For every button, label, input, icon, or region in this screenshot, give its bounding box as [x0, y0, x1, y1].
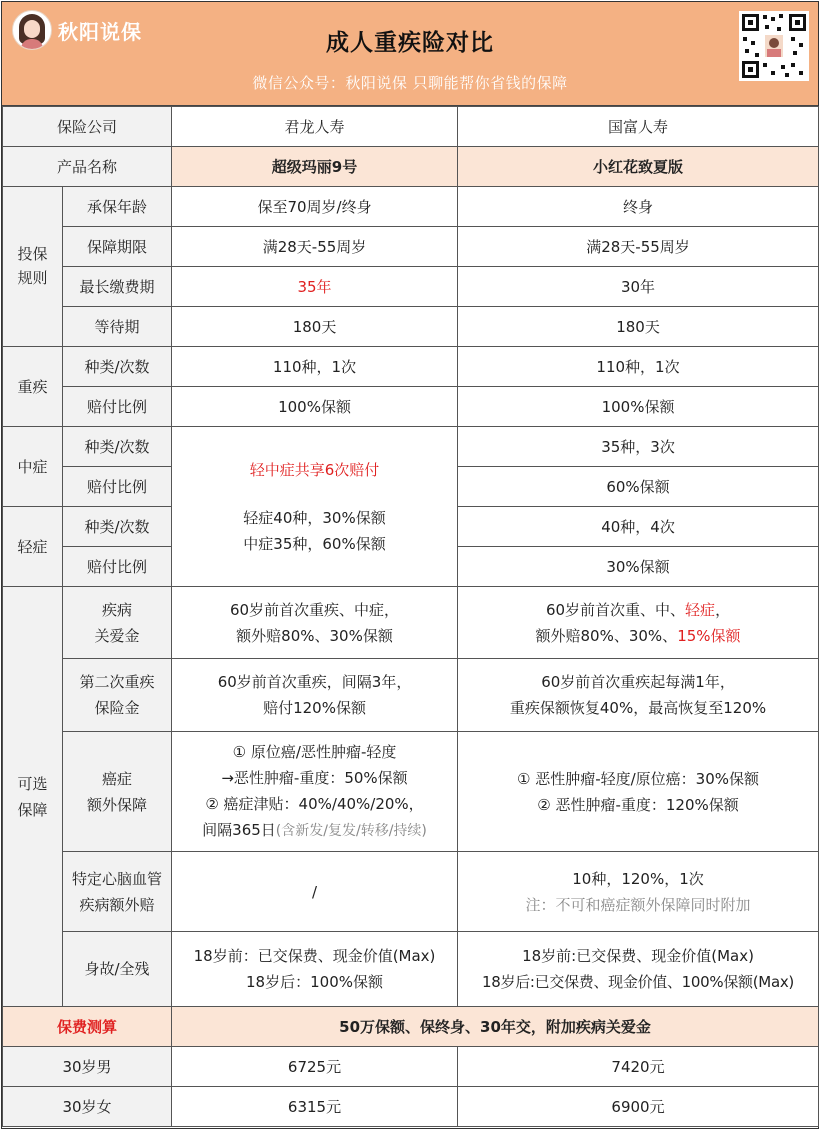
cell-care-a	[172, 587, 458, 659]
cell-pay-b: 30年	[458, 267, 819, 307]
second-a-line2: 赔付120%保额	[263, 699, 366, 717]
table-row	[3, 587, 819, 659]
cell-product-b: 小红花致夏版	[458, 147, 819, 187]
cell-company-b: 国富人寿	[458, 107, 819, 147]
page-subtitle: 微信公众号：秋阳说保 只聊能帮你省钱的保障	[252, 74, 568, 92]
row-label-female: 30岁女	[3, 1087, 172, 1127]
cell-term-b: 满28天-55周岁	[458, 227, 819, 267]
table-row	[3, 1007, 819, 1047]
shared-claims-note: 轻中症共享6次赔付	[249, 460, 380, 479]
table-row	[3, 732, 819, 852]
group-label-optional-text: 可选保障	[17, 774, 48, 819]
row-label-age: 承保年龄	[63, 187, 172, 227]
table-row	[3, 427, 819, 467]
row-label-cancer-line2: 额外保障	[87, 795, 148, 814]
table-row	[3, 1087, 819, 1127]
row-label-cardio-line1: 特定心脑血管	[72, 869, 163, 888]
row-label-care-line1: 疾病	[102, 600, 133, 619]
row-label-cancer-line1: 癌症	[102, 769, 133, 788]
cell-moderate-ratio-b: 60%保额	[458, 467, 819, 507]
qr-code-icon	[739, 11, 809, 81]
cancer-a-line4	[174, 817, 455, 844]
table-row	[3, 187, 819, 227]
cell-male-b: 7420元	[458, 1047, 819, 1087]
table-row	[3, 1047, 819, 1087]
cell-female-b: 6900元	[458, 1087, 819, 1127]
cell-cancer-b	[458, 732, 819, 852]
cardio-b-line1: 10种，120%，1次	[572, 869, 704, 888]
cancer-b-line1: ① 恶性肿瘤-轻度/原位癌：30%保额	[517, 769, 760, 788]
row-label-term: 保障期限	[63, 227, 172, 267]
care-b-line1-highlight: 轻症	[685, 600, 716, 619]
cancer-a-line1: ① 原位癌/恶性肿瘤-轻度	[232, 743, 397, 761]
group-label-mild: 轻症	[3, 507, 63, 587]
cell-cancer-a	[172, 732, 458, 852]
cell-age-a: 保至70周岁/终身	[172, 187, 458, 227]
second-b-line1: 60岁前首次重疾起每满1年，	[541, 673, 735, 691]
second-a-line1: 60岁前首次重疾，间隔3年，	[217, 673, 412, 691]
row-label-mild-count: 种类/次数	[63, 507, 172, 547]
death-a-line1: 18岁前：已交保费、现金价值(Max)	[193, 947, 436, 965]
care-b-line2	[460, 623, 816, 649]
brand-name: 秋阳说保	[58, 19, 142, 44]
table-row	[3, 227, 819, 267]
group-label-critical: 重疾	[3, 347, 63, 427]
cell-second-b	[458, 659, 819, 732]
row-label-premium: 保费测算	[3, 1007, 172, 1047]
row-label-second-line1: 第二次重疾	[79, 673, 155, 691]
row-label-product: 产品名称	[3, 147, 172, 187]
cell-cardio-b	[458, 852, 819, 932]
care-b-line2-text: 额外赔80%、30%、	[535, 626, 678, 645]
row-label-male: 30岁男	[3, 1047, 172, 1087]
cell-male-a: 6725元	[172, 1047, 458, 1087]
header-banner	[2, 2, 818, 106]
care-a-line1: 60岁前首次重疾、中症，	[229, 600, 400, 619]
row-label-death: 身故/全残	[63, 932, 172, 1007]
row-label-critical-ratio: 赔付比例	[63, 387, 172, 427]
death-b-line1: 18岁前:已交保费、现金价值(Max)	[522, 947, 754, 965]
group-label-moderate: 中症	[3, 427, 63, 507]
cell-care-b	[458, 587, 819, 659]
cell-moderate-count-b: 35种，3次	[458, 427, 819, 467]
row-label-mild-ratio: 赔付比例	[63, 547, 172, 587]
table-row	[3, 347, 819, 387]
cell-mild-ratio-b: 30%保额	[458, 547, 819, 587]
row-label-wait: 等待期	[63, 307, 172, 347]
cell-mild-count-b: 40种，4次	[458, 507, 819, 547]
care-a-line2: 额外赔80%、30%保额	[236, 626, 393, 645]
table-row	[3, 387, 819, 427]
care-b-line1-text: 60岁前首次重、中、	[545, 600, 686, 619]
table-row	[3, 932, 819, 1007]
row-label-second-line2: 保险金	[94, 699, 140, 717]
table-row	[3, 307, 819, 347]
cell-term-a: 满28天-55周岁	[172, 227, 458, 267]
comparison-page	[1, 1, 819, 1129]
row-label-critical-count: 种类/次数	[63, 347, 172, 387]
row-label-company: 保险公司	[3, 107, 172, 147]
cardio-b-note: 注：不可和癌症额外保障同时附加	[525, 895, 751, 914]
row-label-care	[63, 587, 172, 659]
table-row	[3, 659, 819, 732]
cancer-b-line2: ② 恶性肿瘤-重度：120%保额	[537, 795, 739, 814]
death-a-line2: 18岁后：100%保额	[246, 973, 383, 991]
comparison-table	[2, 106, 819, 1127]
row-label-pay: 最长缴费期	[63, 267, 172, 307]
cell-cardio-a: /	[172, 852, 458, 932]
cancer-a-line2: →恶性肿瘤-重度：50%保额	[221, 769, 408, 787]
group-label-rules	[3, 187, 63, 347]
care-b-line2-highlight: 15%保额	[677, 626, 741, 645]
row-label-cardio	[63, 852, 172, 932]
cancer-a-line4-text: 间隔365日	[202, 821, 276, 839]
cell-second-a	[172, 659, 458, 732]
care-b-line1	[460, 597, 816, 623]
table-row	[3, 107, 819, 147]
row-label-moderate-ratio: 赔付比例	[63, 467, 172, 507]
shared-mild-line: 轻症40种，30%保额	[243, 508, 386, 527]
row-label-second	[63, 659, 172, 732]
cell-death-a	[172, 932, 458, 1007]
row-label-moderate-count: 种类/次数	[63, 427, 172, 467]
row-label-cardio-line2: 疾病额外赔	[79, 895, 155, 914]
premium-description: 50万保额、保终身、30年交，附加疾病关爱金	[172, 1007, 819, 1047]
table-row	[3, 147, 819, 187]
table-row	[3, 852, 819, 932]
table-row	[3, 267, 819, 307]
cell-death-b	[458, 932, 819, 1007]
cell-product-a: 超级玛丽9号	[172, 147, 458, 187]
care-b-line1-end: ，	[715, 600, 731, 619]
second-b-line2: 重疾保额恢复40%，最高恢复至120%	[509, 699, 767, 717]
cancer-a-line3: ② 癌症津贴：40%/40%/20%，	[205, 795, 424, 813]
shared-moderate-line: 中症35种，60%保额	[243, 534, 386, 553]
cell-critical-ratio-b: 100%保额	[458, 387, 819, 427]
page-title: 成人重疾险对比	[326, 30, 494, 56]
cell-critical-count-a: 110种，1次	[172, 347, 458, 387]
row-label-care-line2: 关爱金	[94, 626, 140, 645]
row-label-cancer	[63, 732, 172, 852]
cell-age-b: 终身	[458, 187, 819, 227]
cell-critical-count-b: 110种，1次	[458, 347, 819, 387]
cell-female-a: 6315元	[172, 1087, 458, 1127]
cell-critical-ratio-a: 100%保额	[172, 387, 458, 427]
cancer-a-line4-note: (含新发/复发/转移/持续)	[275, 823, 427, 839]
group-label-optional	[3, 587, 63, 1007]
cell-wait-b: 180天	[458, 307, 819, 347]
cell-pay-a: 35年	[172, 267, 458, 307]
group-label-rules-text: 投保规则	[17, 245, 48, 287]
cell-shared-mild-moderate-a	[172, 427, 458, 587]
death-b-line2: 18岁后:已交保费、现金价值、100%保额(Max)	[482, 973, 794, 991]
cell-company-a: 君龙人寿	[172, 107, 458, 147]
cell-wait-a: 180天	[172, 307, 458, 347]
